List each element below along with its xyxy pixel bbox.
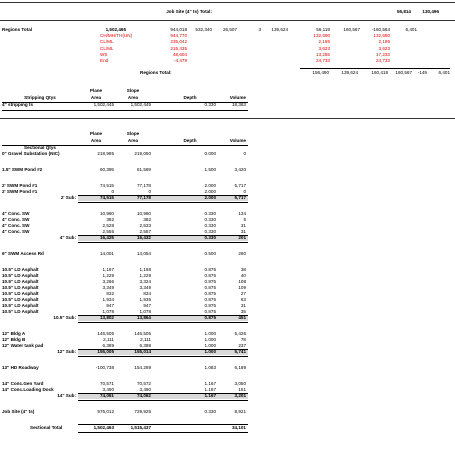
slope-area: 382 — [143, 217, 151, 222]
region-value: 13,255 — [315, 51, 330, 57]
volume: 5,426 — [234, 331, 246, 336]
volume: 260 — [238, 251, 246, 256]
sectional-row-label: 4" Conc. SW — [2, 223, 30, 228]
stripping-title: Stripping Qtys — [24, 95, 56, 100]
plane-area: 14,001 — [99, 251, 114, 256]
top-border — [0, 2, 455, 3]
plane-area: 2,528 — [102, 223, 114, 228]
subtotal-rule-bottom — [78, 202, 248, 203]
stripping-plane: 1,502,445 — [93, 102, 114, 107]
stripping-depth-header: Depth — [183, 95, 197, 100]
plane-area: 13,802 — [99, 315, 114, 320]
volume: 109 — [238, 285, 246, 290]
volume: 78 — [240, 337, 246, 342]
volume: 5,741 — [234, 349, 246, 354]
depth: 0.500 — [204, 251, 216, 256]
job-site-total-label: Job Site (4" ts) Total: — [166, 9, 212, 14]
region-value: 3 — [258, 27, 261, 32]
sectional-row-label: 12" Bldg A — [2, 331, 26, 336]
subtotal-label: 10.5" Sub: — [53, 315, 76, 320]
depth: 0.875 — [204, 297, 216, 302]
subtotal-rule-bottom — [78, 356, 248, 357]
depth: 0.330 — [204, 409, 216, 414]
sectional-plane-header: Plane — [89, 131, 103, 136]
subtotal-label: 12" Sub: — [57, 349, 76, 354]
slope-area: 77,178 — [136, 183, 151, 188]
depth: 1.500 — [204, 167, 216, 172]
sectional-row-label: 10.5" LD Asphalt — [2, 303, 39, 308]
sectional-row-label: 10.5" LD Asphalt — [2, 279, 39, 284]
volume: 38 — [240, 267, 246, 272]
sectional-row-label: 1.5" SWM Pond #2 — [2, 167, 43, 172]
volume: 108 — [238, 279, 246, 284]
sectional-row-label: 10.5" LD Asphalt — [2, 285, 39, 290]
sectional-header-rule — [2, 145, 248, 146]
region-value: 944,770 — [170, 33, 187, 39]
plane-area: 74,515 — [99, 183, 114, 188]
sectional-slope-header: Slope — [126, 131, 140, 136]
stripping-depth: 0.330 — [204, 102, 216, 107]
plane-area: 382 — [106, 217, 114, 222]
depth: 0.330 — [204, 235, 216, 240]
slope-area: 2,111 — [140, 337, 151, 342]
regions-area: 1,502,465 — [105, 27, 126, 32]
depth: 0.875 — [204, 279, 216, 284]
subtotal-rule-bottom — [78, 322, 248, 323]
plane-area: 146,505 — [97, 331, 114, 336]
depth: 1.167 — [204, 387, 216, 392]
slope-area: 70,572 — [136, 381, 151, 386]
depth: 0.875 — [204, 267, 216, 272]
depth: 0.330 — [204, 217, 216, 222]
regions-total-value: 160,567 — [395, 70, 412, 75]
slope-area: 729,925 — [134, 409, 151, 414]
slope-area: 146,505 — [134, 331, 151, 336]
volume: 40 — [240, 273, 246, 278]
plane-area: 3,490 — [102, 387, 114, 392]
plane-area: 10,960 — [99, 211, 114, 216]
plane-area: 976,012 — [97, 409, 114, 414]
subtotal-label: 4" Sub: — [59, 235, 76, 240]
sectional-row-label: 12" Water tank pad — [2, 343, 44, 348]
slope-area: 1,229 — [139, 273, 151, 278]
plane-area: 1,934 — [102, 297, 114, 302]
plane-area: 60,395 — [99, 167, 114, 172]
sectional-row-label: 4" Conc. SW — [2, 229, 30, 234]
plane-area: 74,515 — [99, 195, 114, 200]
plane-area: 3,349 — [102, 285, 114, 290]
plane-area: 1,229 — [102, 273, 114, 278]
sectional-title: Sectional Qtys — [24, 145, 56, 150]
volume: 3,420 — [234, 167, 246, 172]
region-value: 215,435 — [170, 45, 187, 51]
volume: 151 — [238, 387, 246, 392]
section-divider-1 — [0, 20, 455, 21]
sectional-row-label: 10.5" LD Asphalt — [2, 267, 39, 272]
slope-area: 74,062 — [136, 393, 151, 398]
slope-area: 219,050 — [134, 151, 151, 156]
volume: 31 — [240, 229, 246, 234]
slope-area: 2,557 — [139, 229, 151, 234]
sectional-row-label: 4" Conc. SW — [2, 211, 30, 216]
region-value: 3,623 — [318, 45, 330, 51]
sectional-row-label: Job Site (4" ts) — [2, 409, 35, 414]
stripping-area-header-2: Area — [127, 95, 139, 100]
sectional-volume-header: Volume — [229, 138, 246, 143]
total-rule-bottom — [78, 432, 248, 433]
slope-area: 13,864 — [136, 315, 151, 320]
slope-area: 155,014 — [134, 349, 151, 354]
plane-area: 70,571 — [99, 381, 114, 386]
depth: 0.875 — [204, 309, 216, 314]
sectional-row-label: 4" Conc. SW — [2, 217, 30, 222]
slope-area: 1,078 — [139, 309, 151, 314]
volume: 5 — [243, 217, 246, 222]
stripping-volume: 18,363 — [231, 102, 246, 107]
region-value: 139,624 — [271, 27, 288, 32]
region-value: 56,119 — [316, 27, 330, 32]
plane-area: 16,425 — [99, 235, 114, 240]
region-value: 17,233 — [375, 51, 390, 57]
region-value: -4,479 — [173, 58, 187, 63]
sectional-total-label: Sectional Total — [30, 425, 63, 430]
sectional-area-header-2: Area — [127, 138, 139, 143]
region-value: 160,567 — [343, 27, 360, 32]
regions-total-value: 6,401 — [438, 70, 450, 75]
sectional-row-label: 10.5" LD Asphalt — [2, 291, 39, 296]
slope-area: 3,349 — [139, 285, 151, 290]
sectional-row-label: 0" Gravel Substation (NIC) — [2, 151, 60, 156]
sectional-row-label: 12" Bldg B — [2, 337, 26, 342]
subtotal-label: 2' Sub: — [60, 195, 76, 200]
regions-total-value: 156,490 — [312, 70, 329, 75]
slope-area: 3,490 — [139, 387, 151, 392]
region-label: CL/ML — [100, 45, 114, 51]
depth: 1.000 — [204, 331, 216, 336]
depth: 1.167 — [204, 393, 216, 398]
plane-area: 2,111 — [103, 337, 114, 342]
region-value: 132,690 — [373, 33, 390, 39]
region-label: WS — [100, 51, 108, 57]
stripping-bottom-rule — [2, 110, 248, 111]
depth: 1.000 — [204, 343, 216, 348]
sectional-area-header-1: Area — [90, 138, 102, 143]
sectional-row-label: 2' SWM Pond #1 — [2, 183, 38, 188]
plane-area: 1,167 — [102, 267, 114, 272]
slope-area: 2,533 — [139, 223, 151, 228]
volume: 63 — [240, 297, 246, 302]
depth: 0.875 — [204, 291, 216, 296]
slope-area: 10,960 — [136, 211, 151, 216]
volume: 451 — [238, 315, 246, 320]
stripping-slope: 1,502,445 — [130, 102, 151, 107]
sectional-depth-header: Depth — [183, 138, 197, 143]
plane-area: 74,061 — [99, 393, 114, 398]
sectional-row-label: 10.5" LD Asphalt — [2, 297, 39, 302]
depth: 1.167 — [204, 381, 216, 386]
plane-area: 3,266 — [102, 279, 114, 284]
region-label: CL/ML — [100, 39, 114, 45]
depth: 1.000 — [204, 337, 216, 342]
subtotal-label: 14" Sub: — [57, 393, 76, 398]
region-value: 2,186 — [378, 39, 390, 45]
depth: 2.000 — [204, 189, 216, 194]
region-value: 48,604 — [172, 51, 187, 57]
sectional-row-label: 6" SWM Access Rd — [2, 251, 44, 256]
slope-area: 0 — [148, 189, 151, 194]
volume: 3,201 — [234, 393, 246, 398]
section-divider-2 — [0, 118, 455, 119]
total-rule-top — [78, 424, 248, 425]
plane-area: -100,738 — [95, 365, 114, 370]
depth: 0.875 — [204, 273, 216, 278]
depth: 1.000 — [204, 349, 216, 354]
slope-area: 14,054 — [136, 251, 151, 256]
volume: 31 — [240, 303, 246, 308]
volume: 0 — [243, 189, 246, 194]
depth: 0.875 — [204, 303, 216, 308]
depth: 2.000 — [204, 195, 216, 200]
region-value: 235,042 — [170, 39, 187, 45]
volume: 5,717 — [234, 183, 246, 188]
depth: 0.000 — [204, 151, 216, 156]
regions-title: Regions Total — [2, 27, 33, 32]
regions-total-label: Regions Total: — [140, 70, 172, 75]
slope-area: 6,398 — [139, 343, 151, 348]
region-value: 6,401 — [405, 27, 417, 32]
volume: 3,050 — [234, 381, 246, 386]
subtotal-rule-bottom — [78, 242, 248, 243]
volume: 0 — [243, 151, 246, 156]
sectional-row-label: 10.5" LD Asphalt — [2, 309, 39, 314]
volume: 8,921 — [234, 409, 246, 414]
top-value-1: 55,814 — [396, 9, 411, 14]
subtotal-rule-bottom — [78, 400, 248, 401]
sectional-row-label: 2' SWM Pond #1 — [2, 189, 38, 194]
volume: 27 — [240, 291, 246, 296]
stripping-row-label: 4" stripping ts — [2, 102, 34, 107]
stripping-plane-header: Plane — [89, 88, 103, 93]
region-label: End — [100, 58, 109, 63]
volume: 201 — [238, 235, 246, 240]
slope-area: 1,935 — [139, 297, 151, 302]
plane-area: 1,502,463 — [93, 425, 114, 430]
plane-area: 6,389 — [102, 343, 114, 348]
region-value: 532,340 — [195, 27, 212, 32]
top-value-2: 130,496 — [422, 9, 439, 14]
slope-area: 834 — [143, 291, 151, 296]
depth: 0.875 — [204, 315, 216, 320]
volume: 134 — [238, 211, 246, 216]
depth: 0.330 — [204, 223, 216, 228]
slope-area: 1,515,437 — [130, 425, 151, 430]
plane-area: 2,555 — [102, 229, 114, 234]
regions-total-value: 160,418 — [371, 70, 388, 75]
regions-total-value: -149 — [417, 70, 427, 75]
volume: 34,101 — [231, 425, 246, 430]
sectional-row-label: 14" Conc.Gen Yard — [2, 381, 44, 386]
depth: 0.330 — [204, 211, 216, 216]
slope-area: 947 — [143, 303, 151, 308]
depth: 1.083 — [204, 365, 216, 370]
sectional-row-label: 10.5" LD Asphalt — [2, 273, 39, 278]
depth: 2.000 — [204, 183, 216, 188]
depth: 0.875 — [204, 285, 216, 290]
region-value: 24,733 — [315, 58, 330, 63]
volume: 6,189 — [234, 365, 246, 370]
region-value: 3,623 — [378, 45, 390, 51]
region-value: -160,564 — [371, 27, 390, 32]
plane-area: 947 — [106, 303, 114, 308]
slope-area: 154,289 — [134, 365, 151, 370]
region-value: 132,690 — [313, 33, 330, 39]
slope-area: 61,569 — [136, 167, 151, 172]
region-value: 944,018 — [170, 27, 187, 32]
region-value: 26,507 — [222, 27, 237, 32]
plane-area: 1,078 — [102, 309, 114, 314]
region-label: CH/MH/TH(UN) — [100, 33, 133, 39]
plane-area: 0 — [111, 189, 114, 194]
volume: 31 — [240, 223, 246, 228]
slope-area: 3,324 — [139, 279, 151, 284]
region-value: 24,733 — [375, 58, 390, 63]
depth: 0.330 — [204, 229, 216, 234]
volume: 5,717 — [234, 195, 246, 200]
stripping-area-header-1: Area — [90, 95, 102, 100]
region-value: 2,186 — [318, 39, 330, 45]
plane-area: 218,985 — [97, 151, 114, 156]
plane-area: 155,005 — [97, 349, 114, 354]
sectional-row-label: 14" Conc.Loading Dock — [2, 387, 54, 392]
volume: 237 — [238, 343, 246, 348]
regions-total-rule — [300, 68, 450, 69]
volume: 35 — [240, 309, 246, 314]
slope-area: 1,168 — [139, 267, 151, 272]
sectional-row-label: 13" HD Roadway — [2, 365, 39, 370]
stripping-slope-header: Slope — [126, 88, 140, 93]
plane-area: 832 — [106, 291, 114, 296]
slope-area: 16,432 — [136, 235, 151, 240]
stripping-volume-header: Volume — [229, 95, 246, 100]
slope-area: 77,178 — [136, 195, 151, 200]
regions-total-value: 139,624 — [341, 70, 358, 75]
